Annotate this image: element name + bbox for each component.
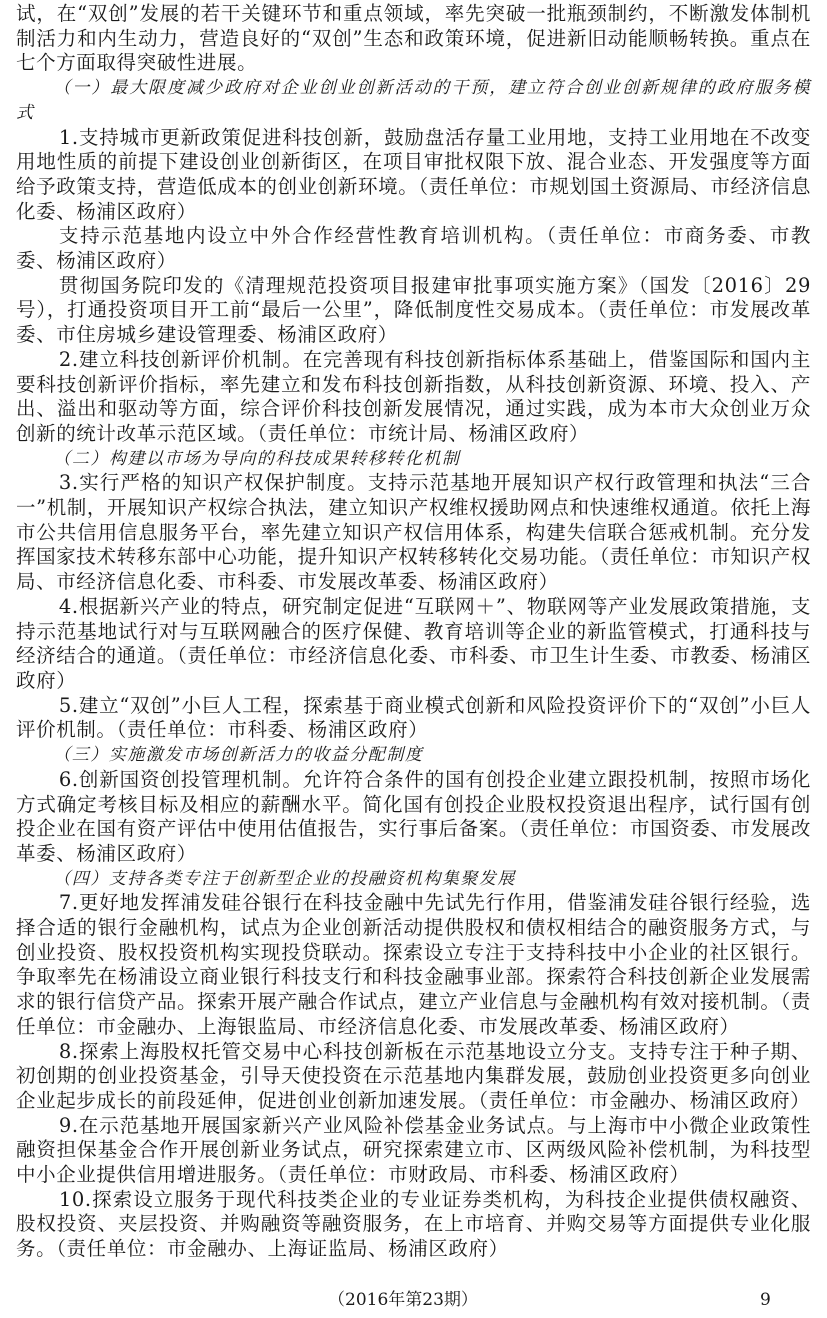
paragraph: 支持示范基地内设立中外合作经营性教育培训机构。（责任单位：市商务委、市教委、杨浦区政府）: [16, 224, 811, 273]
section-heading-4: （四）支持各类专注于创新型企业的投融资机构集聚发展: [53, 868, 516, 889]
section-heading-3: （三）实施激发市场创新活力的收益分配制度: [53, 745, 424, 766]
page-number: 9: [760, 1289, 771, 1310]
paragraph-item-3: 3.实行严格的知识产权保护制度。支持示范基地开展知识产权行政管理和执法“三合一”机制，开展知识产权综合执法，建立知识产权维权援助网点和快速维权通道。依托上海市公共信用信息服务平台，率先建立知识产权信用体系，构建失信联合惩戒机制。充分发挥国家技术转移东部中心功能，提升知识产权转移转化交易功能。（责任单位：市知识产权局、市经济信息化委、市科委、市发展改革委、杨浦区政府）: [16, 471, 811, 594]
paragraph-item-1: 1.支持城市更新政策促进科技创新，鼓励盘活存量工业用地，支持工业用地在不改变用地性质的前提下建设创业创新街区，在项目审批权限下放、混合业态、开发强度等方面给予政策支持，营造低成本的创业创新环境。（责任单位：市规划国土资源局、市经济信息化委、杨浦区政府）: [16, 125, 811, 223]
issue-label: （2016年第23期）: [328, 1289, 478, 1310]
document-body: [16, 0, 811, 1262]
paragraph-item-5: 5.建立“双创”小巨人工程，探索基于商业模式创新和风险投资评价下的“双创”小巨人评价机制。（责任单位：市科委、杨浦区政府）: [16, 693, 811, 742]
page-footer: [0, 1288, 827, 1318]
paragraph-item-2: 2.建立科技创新评价机制。在完善现有科技创新指标体系基础上，借鉴国际和国内主要科技创新评价指标，率先建立和发布科技创新指数，从科技创新资源、环境、投入、产出、溢出和驱动等方面，综合评价科技创新发展情况，通过实践，成为本市大众创业万众创新的统计改革示范区域。（责任单位：市统计局、杨浦区政府）: [16, 347, 811, 445]
paragraph-item-6: 6.创新国资创投管理机制。允许符合条件的国有创投企业建立跟投机制，按照市场化方式确定考核目标及相应的薪酬水平。简化国有创投企业股权投资退出程序，试行国有创投企业在国有资产评估中使用估值报告，实行事后备案。（责任单位：市国资委、市发展改革委、杨浦区政府）: [16, 767, 811, 865]
paragraph-item-8: 8.探索上海股权托管交易中心科技创新板在示范基地设立分支。支持专注于种子期、初创期的创业投资基金，引导天使投资在示范基地内集群发展，鼓励创业投资更多向创业企业起步成长的前段延伸，促进创业创新加速发展。（责任单位：市金融办、杨浦区政府）: [16, 1039, 811, 1112]
paragraph-intro: 试，在“双创”发展的若干关键环节和重点领域，率先突破一批瓶颈制约，不断激发体制机制活力和内生动力，营造良好的“双创”生态和政策环境，促进新旧动能顺畅转换。重点在七个方面取得突破性进展。: [16, 2, 811, 75]
paragraph-item-9: 9.在示范基地开展国家新兴产业风险补偿基金业务试点。与上海市中小微企业政策性融资担保基金合作开展创新业务试点，研究探索建立市、区两级风险补偿机制，为科技型中小企业提供信用增进服务。（责任单位：市财政局、市科委、杨浦区政府）: [16, 1113, 811, 1187]
paragraph-item-4: 4.根据新兴产业的特点，研究制定促进“互联网＋”、物联网等产业发展政策措施，支持示范基地试行对与互联网融合的医疗保健、教育培训等企业的新监管模式，打通科技与经济结合的通道。（责任单位：市经济信息化委、市科委、市卫生计生委、市教委、杨浦区政府）: [16, 594, 811, 692]
paragraph-item-10: 10.探索设立服务于现代科技类企业的专业证券类机构，为科技企业提供债权融资、股权投资、夹层投资、并购融资等融资服务，在上市培育、并购交易等方面提供专业化服务。（责任单位：市金融办、上海证监局、杨浦区政府）: [16, 1187, 811, 1261]
section-heading-2: （二）构建以市场为导向的科技成果转移转化机制: [53, 448, 461, 469]
section-heading-1: （一）最大限度减少政府对企业创业创新活动的干预，建立符合创业创新规律的政府服务模式: [16, 78, 811, 123]
paragraph: 贯彻国务院印发的《清理规范投资项目报建审批事项实施方案》（国发〔2016〕29号），打通投资项目开工前“最后一公里”，降低制度性交易成本。（责任单位：市发展改革委、市住房城乡建设管理委、杨浦区政府）: [16, 273, 811, 347]
paragraph-item-7: 7.更好地发挥浦发硅谷银行在科技金融中先试先行作用，借鉴浦发硅谷银行经验，选择合适的银行金融机构，试点为企业创新活动提供股权和债权相结合的融资服务方式，与创业投资、股权投资机构实现投贷联动。探索设立专注于支持科技中小企业的社区银行。争取率先在杨浦设立商业银行科技支行和科技金融事业部。探索符合科技创新企业发展需求的银行信贷产品。探索开展产融合作试点，建立产业信息与金融机构有效对接机制。（责任单位：市金融办、上海银监局、市经济信息化委、市发展改革委、杨浦区政府）: [16, 891, 811, 1038]
